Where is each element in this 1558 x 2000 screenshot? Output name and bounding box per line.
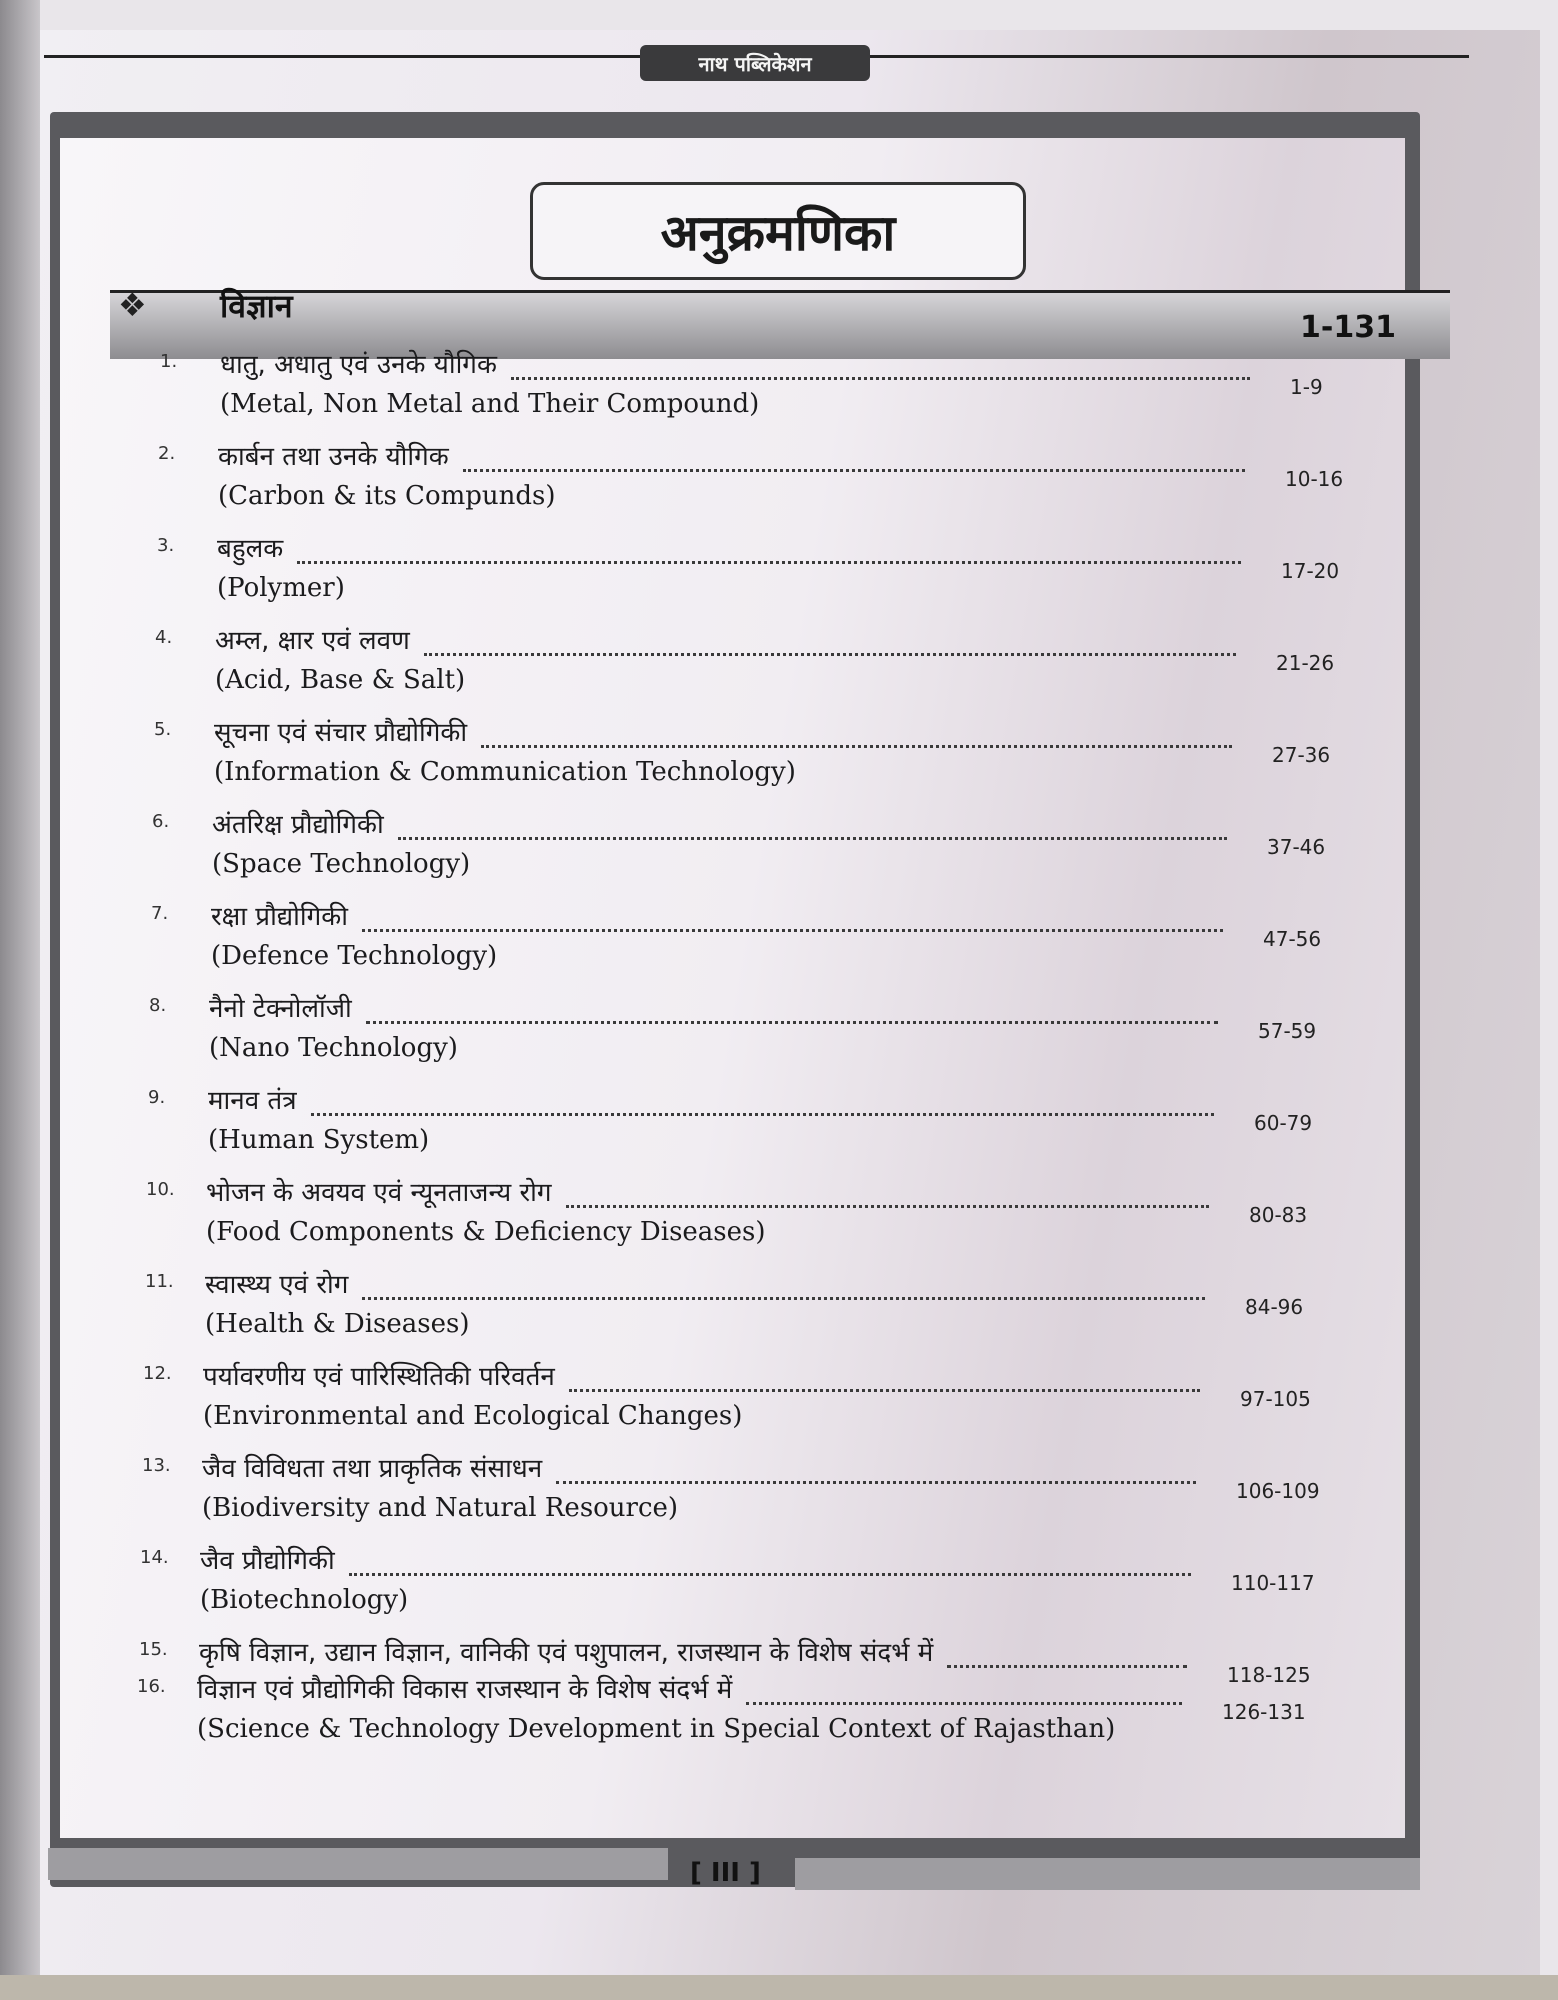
toc-entry [160, 345, 1400, 425]
entry-page-range: 60-79 [1254, 1111, 1313, 1135]
entry-number: 3. [157, 535, 175, 556]
entry-title-english: (Science & Technology Development in Special Context of Rajasthan) [197, 1714, 1116, 1744]
entry-page-range: 27-36 [1272, 743, 1331, 767]
dot-leader [349, 1573, 1191, 1576]
toc-entry [155, 621, 1386, 701]
toc-entry [142, 1449, 1346, 1529]
section-title: विज्ञान [220, 287, 293, 325]
table-surface [0, 1975, 1558, 2000]
dot-leader [511, 377, 1250, 380]
entry-number: 12. [143, 1363, 172, 1384]
entry-title-english: (Information & Communication Technology) [214, 757, 796, 787]
entry-title-hindi: कृषि विज्ञान, उद्यान विज्ञान, वानिकी एवं पशुपालन, राजस्थान के विशेष संदर्भ में [199, 1638, 934, 1668]
publisher-label: नाथ पब्लिकेशन [640, 45, 870, 81]
entry-title-hindi: भोजन के अवयव एवं न्यूनताजन्य रोग [206, 1178, 552, 1208]
entry-title-hindi: सूचना एवं संचार प्रौद्योगिकी [214, 718, 468, 748]
entry-title-hindi: बहुलक [217, 534, 284, 564]
entry-title-hindi: अम्ल, क्षार एवं लवण [215, 626, 410, 656]
page-title: अनुक्रमणिका [530, 182, 1026, 280]
entry-title-hindi: पर्यावरणीय एवं पारिस्थितिकी परिवर्तन [203, 1362, 555, 1392]
dot-leader [947, 1665, 1187, 1668]
book-spine [0, 0, 40, 2000]
entry-title-english: (Carbon & its Compunds) [218, 481, 556, 511]
footer-bar-right [795, 1858, 1420, 1890]
toc-entry [158, 437, 1395, 517]
toc-entry [148, 1081, 1364, 1161]
entry-page-range: 80-83 [1249, 1203, 1308, 1227]
entry-title-hindi: अंतरिक्ष प्रौद्योगिकी [212, 810, 384, 840]
entry-title-english: (Environmental and Ecological Changes) [203, 1401, 743, 1431]
entry-page-range: 106-109 [1236, 1479, 1320, 1503]
entry-title-hindi: जैव विविधता तथा प्राकृतिक संसाधन [202, 1454, 543, 1484]
entry-number: 14. [140, 1547, 169, 1568]
entry-number: 11. [145, 1271, 174, 1292]
entry-page-range: 97-105 [1240, 1387, 1311, 1411]
dot-leader [556, 1481, 1196, 1484]
entry-number: 8. [149, 995, 167, 1016]
toc-entry [145, 1265, 1355, 1345]
entry-number: 1. [160, 351, 178, 372]
diamond-bullet-icon: ❖ [118, 286, 147, 324]
entry-title-english: (Nano Technology) [209, 1033, 458, 1063]
entry-number: 9. [148, 1087, 166, 1108]
entry-number: 16. [137, 1676, 166, 1697]
entry-title-english: (Biodiversity and Natural Resource) [202, 1493, 679, 1523]
entry-title-english: (Biotechnology) [200, 1585, 409, 1615]
entry-title-english: (Defence Technology) [211, 941, 498, 971]
entry-title-english: (Health & Diseases) [205, 1309, 470, 1339]
entry-page-range: 84-96 [1245, 1295, 1304, 1319]
entry-number: 6. [152, 811, 170, 832]
entry-page-range: 110-117 [1231, 1571, 1315, 1595]
dot-leader [362, 929, 1223, 932]
entry-number: 5. [154, 719, 172, 740]
dot-leader [746, 1702, 1182, 1705]
dot-leader [398, 837, 1227, 840]
toc-entry [137, 1670, 1332, 1750]
entry-title-english: (Human System) [208, 1125, 430, 1155]
entry-title-hindi: विज्ञान एवं प्रौद्योगिकी विकास राजस्थान के विशेष संदर्भ में [197, 1675, 733, 1705]
entry-page-range: 57-59 [1258, 1019, 1317, 1043]
entry-title-hindi: धातु, अधातु एवं उनके यौगिक [220, 350, 497, 380]
entry-title-hindi: नैनो टेक्नोलॉजी [209, 994, 352, 1024]
entry-page-range: 126-131 [1222, 1700, 1306, 1724]
toc-entry [149, 989, 1368, 1069]
entry-page-range: 118-125 [1227, 1663, 1311, 1687]
dot-leader [362, 1297, 1205, 1300]
entry-title-hindi: जैव प्रौद्योगिकी [200, 1546, 335, 1576]
entry-number: 2. [158, 443, 176, 464]
entry-page-range: 47-56 [1263, 927, 1322, 951]
dot-leader [366, 1021, 1218, 1024]
toc-entry [157, 529, 1391, 609]
entry-page-range: 21-26 [1276, 651, 1335, 675]
toc-entry [154, 713, 1382, 793]
entry-title-english: (Polymer) [217, 573, 345, 603]
entry-title-hindi: कार्बन तथा उनके यौगिक [218, 442, 449, 472]
entry-title-hindi: स्वास्थ्य एवं रोग [205, 1270, 349, 1300]
dot-leader [566, 1205, 1209, 1208]
section-page-range: 1-131 [1300, 310, 1396, 345]
footer-bar-left [48, 1848, 668, 1880]
entry-page-range: 17-20 [1281, 559, 1340, 583]
entry-page-range: 10-16 [1285, 467, 1344, 491]
dot-leader [481, 745, 1232, 748]
entry-number: 4. [155, 627, 173, 648]
entry-page-range: 37-46 [1267, 835, 1326, 859]
entry-title-english: (Space Technology) [212, 849, 471, 879]
entry-title-hindi: रक्षा प्रौद्योगिकी [211, 902, 348, 932]
entry-title-english: (Metal, Non Metal and Their Compound) [220, 389, 760, 419]
entry-title-english: (Acid, Base & Salt) [215, 665, 466, 695]
entry-number: 7. [151, 903, 169, 924]
dot-leader [424, 653, 1236, 656]
dot-leader [463, 469, 1245, 472]
dot-leader [297, 561, 1241, 564]
dot-leader [569, 1389, 1200, 1392]
entry-title-hindi: मानव तंत्र [208, 1086, 297, 1116]
toc-entry [143, 1357, 1350, 1437]
entry-number: 10. [146, 1179, 175, 1200]
entry-number: 15. [139, 1639, 168, 1660]
toc-entry [152, 805, 1377, 885]
entry-title-english: (Food Components & Deficiency Diseases) [206, 1217, 766, 1247]
toc-entry [146, 1173, 1359, 1253]
dot-leader [311, 1113, 1214, 1116]
toc-entry [140, 1541, 1341, 1621]
entry-number: 13. [142, 1455, 171, 1476]
entry-page-range: 1-9 [1290, 375, 1323, 399]
toc-entry [151, 897, 1373, 977]
page-number: [ III ] [690, 1858, 761, 1888]
